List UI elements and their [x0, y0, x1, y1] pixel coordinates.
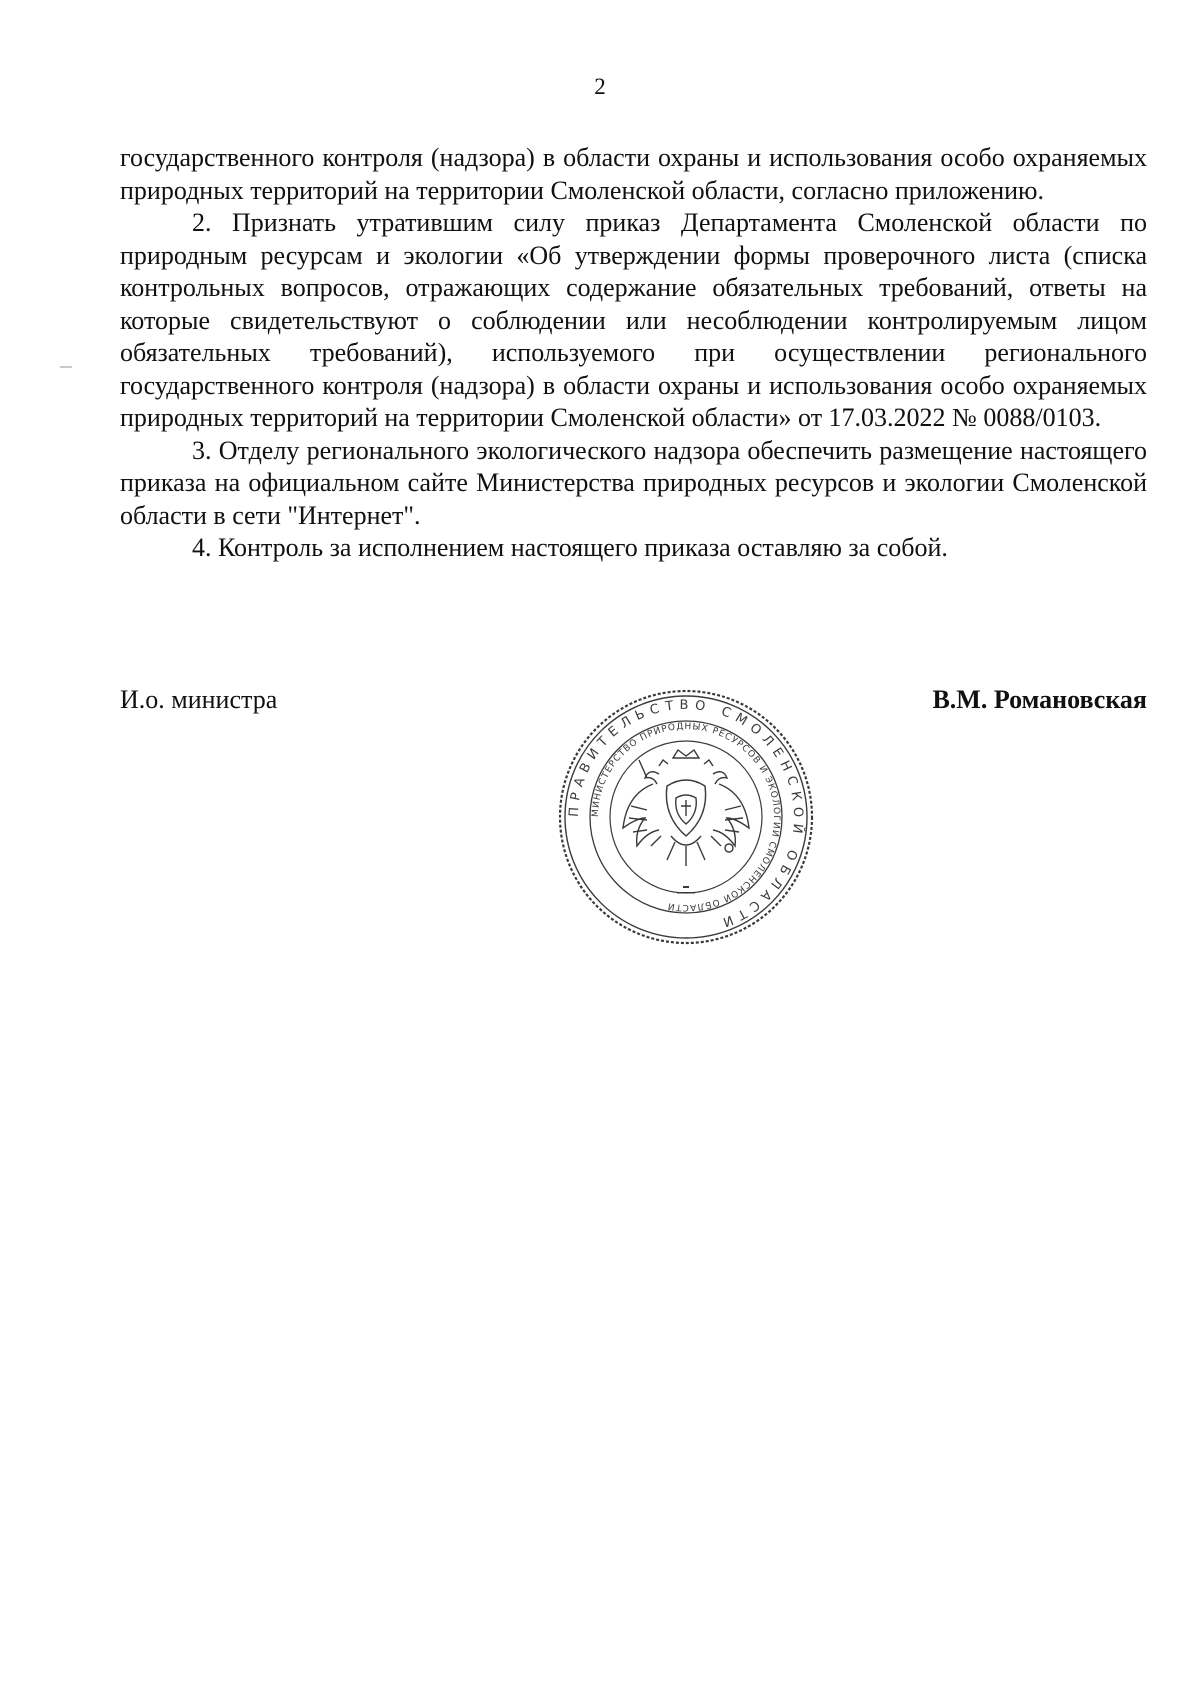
- stamp-registration-marks: [677, 886, 695, 894]
- double-headed-eagle-icon: [623, 750, 749, 866]
- stamp-seal: [555, 686, 817, 948]
- stamp-inner-text: МИНИСТЕРСТВО ПРИРОДНЫХ РЕСУРСОВ И ЭКОЛОГИИ СМОЛЕНСКОЙ ОБЛАСТИ: [590, 721, 782, 913]
- paragraph-item-3: 3. Отделу регионального экологического надзора обеспечить размещение настоящего приказа на официальном сайте Министерства природных ресурсов и экологии Смоленской области в сети "Интернет".: [120, 435, 1147, 530]
- signatory-name: В.М. Романовская: [932, 685, 1147, 714]
- paragraph-continuation: государственного контроля (надзора) в области охраны и использования особо охраняемых природных территорий на территории Смоленской области, согласно приложению.: [120, 143, 1147, 205]
- stamp-outer-text: ПРАВИТЕЛЬСТВО СМОЛЕНСКОЙ ОБЛАСТИ: [566, 697, 806, 932]
- document-body: [120, 142, 1147, 565]
- stamp-border-circle: [565, 696, 807, 938]
- signatory-title: И.о. министра: [120, 685, 278, 714]
- paragraph-item-2: 2. Признать утратившим силу приказ Департамента Смоленской области по природным ресурсам и экологии «Об утверждении формы проверочного листа (списка контрольных вопросов, отражающих содержание обязательных требований, ответы на которые свидетельствуют о соблюдении или несоблюдении контролируемым лицом обязательных требований), используемого при осуществлении регионального государственного контроля (надзора) в области охраны и использования особо охраняемых природных территорий на территории Смоленской области» от 17.03.2022 № 0088/0103.: [120, 208, 1147, 432]
- official-stamp: [555, 686, 817, 948]
- stamp-inner-circle: [610, 741, 762, 893]
- page-number: 2: [594, 74, 606, 99]
- scan-artifact: [60, 366, 72, 368]
- paragraph-item-4: 4. Контроль за исполнением настоящего приказа оставляю за собой.: [192, 533, 948, 562]
